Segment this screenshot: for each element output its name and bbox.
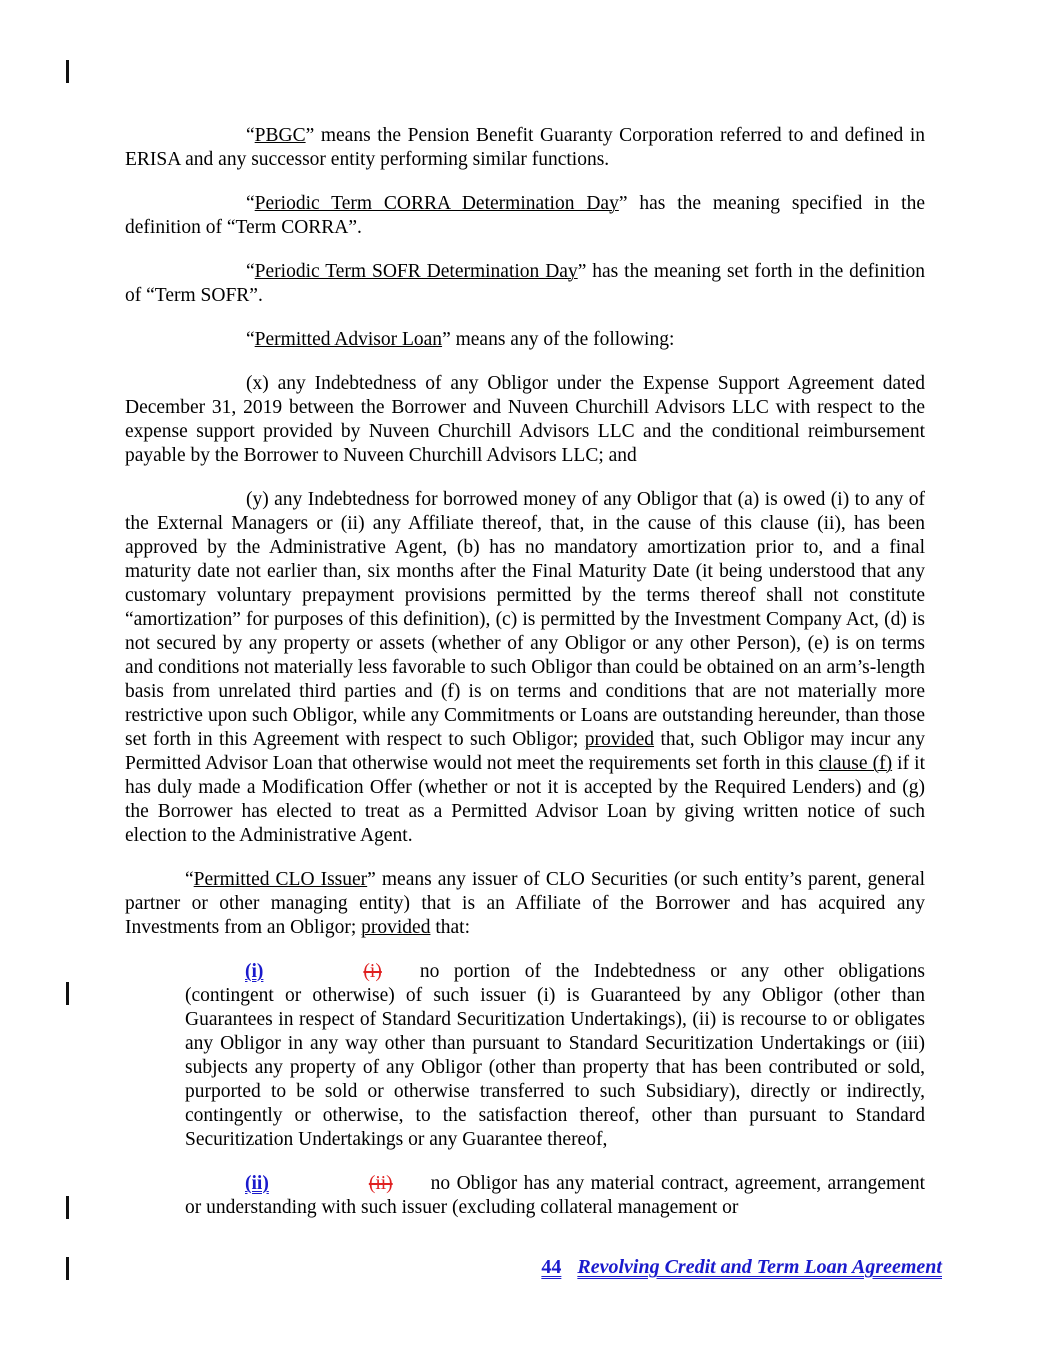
text-run: no portion of the Indebtedness or any other obligations (contingent or otherwise) of such issuer (i) is Guaranteed by any Obligor (other than Guarantees in respect of Standard Securitization Undertakings), (ii) is recourse to or obligates any Obligor in any way other than pursuant to Standard Securitization Undertakings or (iii) subjects any property of any Obligor (other than property that has been contributed or sold, purported to be sold or otherwise transferred to such Subsidiary), directly or indirectly, contingently or otherwise, to the satisfaction thereof, other than pursuant to Standard Securitization Undertakings or any Guarantee thereof,	[185, 961, 925, 1150]
text-run: (y) any Indebtedness for borrowed money of any Obligor that (a) is owed (i) to any of the External Managers or (ii) any Affiliate thereof, that, in the cause of this clause (ii), has been approved by the Administrative Agent, (b) has no mandatory amortization prior to, and a final maturity date not earlier than, six months after the Final Maturity Date (it being understood that any customary voluntary prepayment provisions permitted by the terms thereof shall not constitute “amortization” for purposes of this definition), (c) is permitted by the Investment Company Act, (d) is not secured by any property or assets (whether of any Obligor or any other Person), (e) is on terms and conditions not materially less favorable to such Obligor than could be obtained on an arm’s-length basis from unrelated third parties and (f) is on terms and conditions that are not materially more restrictive upon such Obligor, while any Commitments or Loans are outstanding hereunder, than those set forth in this Agreement with respect to such Obligor;	[125, 489, 925, 750]
defined-term: PBGC	[254, 125, 306, 146]
para-clause-y	[125, 488, 925, 848]
revision-change-bar	[66, 60, 69, 83]
text-run: “	[246, 329, 255, 350]
deleted-marker: (i)	[363, 961, 382, 982]
text-run: (x) any Indebtedness of any Obligor under the Expense Support Agreement dated December 31, 2019 between the Borrower and Nuveen Churchill Advisors LLC with respect to the expense support provided by Nuveen Churchill Advisors LLC and the conditional reimbursement payable by the Borrower to Nuveen Churchill Advisors LLC; and	[125, 373, 925, 466]
para-permitted-clo-issuer	[125, 868, 925, 940]
text-run: “	[246, 193, 255, 214]
para-clause-i	[185, 960, 925, 1152]
text-run: “	[246, 125, 255, 146]
defined-term: provided	[584, 729, 655, 750]
para-periodic-term-corra	[125, 192, 925, 240]
text-run: ” has the meaning set forth in the definition of “Term SOFR”.	[125, 261, 925, 306]
revision-change-bar	[66, 1196, 69, 1219]
text-run: if it has duly made a Modification Offer (whether or not it is accepted by the Required Lenders) and (g) the Borrower has elected to treat as a Permitted Advisor Loan by giving written notice of such election to the Administrative Agent.	[125, 753, 926, 846]
text-run: that, such Obligor may incur any Permitted Advisor Loan that otherwise would not meet the requirements set forth in this	[125, 729, 925, 774]
defined-term: Periodic Term SOFR Determination Day	[254, 261, 578, 282]
text-run: ” has the meaning specified in the definition of “Term CORRA”.	[125, 193, 925, 238]
para-periodic-term-sofr	[125, 260, 925, 308]
text-run: ” means the Pension Benefit Guaranty Corporation referred to and defined in ERISA and any successor entity performing similar functions.	[125, 125, 925, 170]
defined-term: clause (f)	[818, 753, 893, 774]
page-footer	[541, 1254, 942, 1280]
defined-term: Permitted Advisor Loan	[254, 329, 443, 350]
revision-change-bar	[66, 1257, 69, 1280]
text-run: no Obligor has any material contract, agreement, arrangement or understanding with such issuer (excluding collateral management or	[185, 1173, 925, 1218]
inserted-marker: (i)	[245, 961, 264, 982]
inserted-marker: (ii)	[245, 1173, 269, 1194]
text-run: “	[246, 261, 255, 282]
revision-change-bar	[66, 982, 69, 1005]
text-run: ” means any of the following:	[442, 329, 675, 350]
footer-document-title: Revolving Credit and Term Loan Agreement	[577, 1256, 942, 1278]
text-run: that:	[430, 917, 470, 938]
defined-term: Periodic Term CORRA Determination Day	[254, 193, 619, 214]
defined-term: provided	[361, 917, 431, 938]
document-body	[125, 124, 925, 1240]
para-clause-x	[125, 372, 925, 468]
text-run: “	[185, 869, 194, 890]
text-run: ” means any issuer of CLO Securities (or such entity’s parent, general partner or other managing entity) that is an Affiliate of the Borrower and has acquired any Investments from an Obligor;	[125, 869, 925, 938]
para-permitted-advisor-loan	[125, 328, 925, 352]
para-clause-ii	[185, 1172, 925, 1220]
defined-term: Permitted CLO Issuer	[193, 869, 368, 890]
para-pbgc-definition	[125, 124, 925, 172]
deleted-marker: (ii)	[368, 1173, 393, 1194]
page-number: 44	[541, 1256, 562, 1278]
